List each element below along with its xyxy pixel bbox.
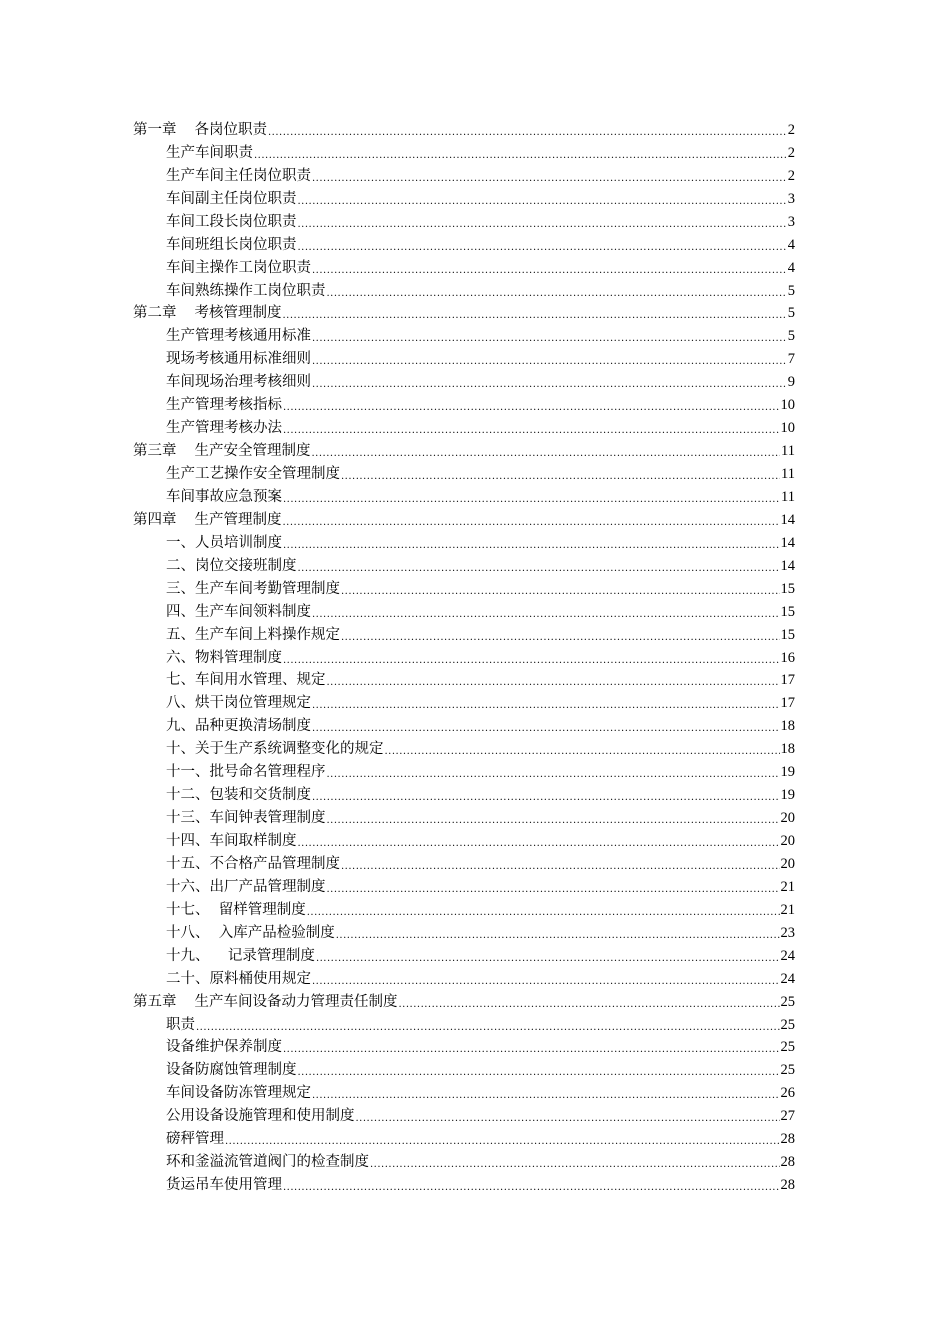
toc-section-entry[interactable] <box>133 280 795 303</box>
toc-section-entry[interactable] <box>133 922 795 945</box>
toc-section-entry[interactable] <box>133 624 795 647</box>
toc-page-number: 17 <box>780 695 795 712</box>
toc-page-number: 28 <box>780 1177 795 1194</box>
toc-entry-label: 磅秤管理 <box>166 1131 224 1148</box>
toc-entry-label: 车间班组长岗位职责 <box>166 236 297 253</box>
toc-dot-leader <box>356 1110 780 1128</box>
toc-page-number: 7 <box>787 351 795 368</box>
toc-dot-leader <box>312 170 787 188</box>
toc-entry-label: 五、生产车间上料操作规定 <box>166 626 340 643</box>
toc-section-entry[interactable] <box>133 876 795 899</box>
toc-dot-leader <box>312 606 780 624</box>
toc-section-entry[interactable] <box>133 1174 795 1197</box>
toc-entry-title <box>166 1151 369 1174</box>
toc-entry-label: 车间现场治理考核细则 <box>166 374 311 391</box>
toc-page-number: 15 <box>780 603 795 620</box>
toc-entry-label: 车间事故应急预案 <box>166 488 282 505</box>
toc-section-entry[interactable] <box>133 371 795 394</box>
toc-entry-title <box>166 601 311 624</box>
toc-entry-title <box>166 807 326 830</box>
toc-entry-title <box>166 394 282 417</box>
toc-section-entry[interactable] <box>133 325 795 348</box>
toc-section-entry[interactable] <box>133 945 795 968</box>
toc-entry-label: 生产工艺操作安全管理制度 <box>166 466 340 483</box>
toc-entry-title <box>166 486 282 509</box>
toc-entry-label: 车间主操作工岗位职责 <box>166 259 311 276</box>
toc-section-entry[interactable] <box>133 738 795 761</box>
toc-page-number: 14 <box>780 511 795 528</box>
toc-page-number: 2 <box>787 144 795 161</box>
toc-dot-leader <box>283 652 780 670</box>
toc-entry-title <box>133 440 311 463</box>
toc-page-number: 26 <box>780 1085 795 1102</box>
toc-page-number: 20 <box>780 855 795 872</box>
toc-entry-label: 十九、 记录管理制度 <box>166 947 315 964</box>
toc-section-entry[interactable] <box>133 692 795 715</box>
toc-entry-label: 生产车间主任岗位职责 <box>166 167 311 184</box>
toc-entry-title <box>166 853 340 876</box>
toc-section-entry[interactable] <box>133 899 795 922</box>
toc-section-entry[interactable] <box>133 1105 795 1128</box>
toc-section-entry[interactable] <box>133 417 795 440</box>
toc-page-number: 20 <box>780 833 795 850</box>
toc-entry-title <box>166 578 340 601</box>
toc-dot-leader <box>254 147 787 165</box>
toc-section-entry[interactable] <box>133 188 795 211</box>
toc-dot-leader <box>298 1064 780 1082</box>
toc-section-entry[interactable] <box>133 1059 795 1082</box>
toc-entry-label: 十六、出厂产品管理制度 <box>166 878 326 895</box>
toc-dot-leader <box>327 766 780 784</box>
toc-entry-label: 十八、 入库产品检验制度 <box>166 924 335 941</box>
toc-dot-leader <box>298 216 787 234</box>
toc-page-number: 24 <box>780 947 795 964</box>
toc-page-number: 19 <box>780 764 795 781</box>
toc-section-entry[interactable] <box>133 830 795 853</box>
toc-page-number: 3 <box>787 190 795 207</box>
toc-page-number: 21 <box>780 878 795 895</box>
toc-page-number: 2 <box>787 121 795 138</box>
toc-dot-leader <box>196 1019 780 1037</box>
toc-dot-leader <box>298 193 787 211</box>
toc-entry-title <box>166 211 297 234</box>
toc-section-entry[interactable] <box>133 807 795 830</box>
toc-page-number: 14 <box>780 534 795 551</box>
toc-entry-label: 环和釜溢流管道阀门的检查制度 <box>166 1154 369 1171</box>
toc-section-entry[interactable] <box>133 1037 795 1060</box>
toc-entry-title <box>166 968 311 991</box>
toc-entry-label: 三、生产车间考勤管理制度 <box>166 580 340 597</box>
toc-dot-leader <box>268 124 787 142</box>
toc-dot-leader <box>316 950 780 968</box>
toc-entry-title <box>166 371 311 394</box>
toc-entry-label: 六、物料管理制度 <box>166 649 282 666</box>
toc-dot-leader <box>312 789 780 807</box>
toc-dot-leader <box>399 996 780 1014</box>
toc-chapter-entry[interactable] <box>133 303 795 326</box>
toc-entry-label: 货运吊车使用管理 <box>166 1177 282 1194</box>
toc-dot-leader <box>341 468 780 486</box>
toc-page-number: 4 <box>787 259 795 276</box>
toc-page-number: 17 <box>780 672 795 689</box>
toc-page-number: 28 <box>780 1131 795 1148</box>
toc-page-number: 25 <box>780 1016 795 1033</box>
toc-page-number: 21 <box>780 901 795 918</box>
toc-dot-leader <box>312 697 780 715</box>
toc-entry-label: 车间副主任岗位职责 <box>166 190 297 207</box>
toc-dot-leader <box>327 674 780 692</box>
toc-page-number: 11 <box>781 466 795 483</box>
toc-section-entry[interactable] <box>133 1082 795 1105</box>
toc-entry-title <box>166 1036 282 1059</box>
toc-entry-title <box>166 417 282 440</box>
toc-page-number: 14 <box>780 557 795 574</box>
toc-section-entry[interactable] <box>133 784 795 807</box>
toc-entry-label: 车间设备防冻管理规定 <box>166 1085 311 1102</box>
toc-entry-label: 十五、不合格产品管理制度 <box>166 855 340 872</box>
toc-entry-title <box>133 302 282 325</box>
toc-entry-title <box>166 715 311 738</box>
toc-section-entry[interactable] <box>133 486 795 509</box>
toc-page-number: 27 <box>780 1108 795 1125</box>
toc-dot-leader <box>283 537 780 555</box>
toc-section-entry[interactable] <box>133 1128 795 1151</box>
toc-dot-leader <box>283 491 780 509</box>
toc-page-number: 3 <box>787 213 795 230</box>
toc-entry-label: 四、生产车间领料制度 <box>166 603 311 620</box>
toc-entry-title <box>166 647 282 670</box>
toc-entry-title <box>133 509 282 532</box>
toc-section-entry[interactable] <box>133 1014 795 1037</box>
toc-entry-label: 生产管理考核通用标准 <box>166 328 311 345</box>
toc-page-number: 24 <box>780 970 795 987</box>
toc-page-number: 15 <box>780 580 795 597</box>
toc-section-entry[interactable] <box>133 257 795 280</box>
toc-entry-title <box>166 325 311 348</box>
toc-entry-title <box>166 280 326 303</box>
toc-dot-leader <box>385 743 780 761</box>
toc-entry-title <box>166 830 297 853</box>
toc-section-entry[interactable] <box>133 532 795 555</box>
toc-entry-label: 十、关于生产系统调整变化的规定 <box>166 741 384 758</box>
toc-dot-leader <box>341 858 780 876</box>
toc-page-number: 16 <box>780 649 795 666</box>
toc-entry-title <box>166 945 315 968</box>
toc-entry-label: 生产管理制度 <box>194 511 282 528</box>
toc-entry-title <box>166 738 384 761</box>
toc-chapter-entry[interactable] <box>133 991 795 1014</box>
toc-chapter-number: 第四章 <box>133 511 177 528</box>
toc-chapter-number: 第二章 <box>133 305 177 322</box>
toc-dot-leader <box>327 812 780 830</box>
toc-page-number: 5 <box>787 328 795 345</box>
toc-entry-title <box>166 348 311 371</box>
toc-page-number: 25 <box>780 1039 795 1056</box>
toc-chapter-entry[interactable] <box>133 119 795 142</box>
toc-entry-label: 二十、原料桶使用规定 <box>166 970 311 987</box>
toc-section-entry[interactable] <box>133 853 795 876</box>
toc-page-number: 11 <box>781 488 795 505</box>
toc-entry-label: 职责 <box>166 1016 195 1033</box>
toc-entry-title <box>166 188 297 211</box>
toc-dot-leader <box>312 353 787 371</box>
toc-dot-leader <box>298 835 780 853</box>
toc-entry-label: 一、人员培训制度 <box>166 534 282 551</box>
toc-entry-title <box>166 142 253 165</box>
toc-page-number: 18 <box>780 718 795 735</box>
toc-section-entry[interactable] <box>133 761 795 784</box>
toc-section-entry[interactable] <box>133 211 795 234</box>
toc-dot-leader <box>283 307 787 325</box>
toc-chapter-entry[interactable] <box>133 509 795 532</box>
toc-dot-leader <box>370 1156 780 1174</box>
toc-entry-title <box>166 165 311 188</box>
toc-dot-leader <box>312 376 787 394</box>
toc-entry-label: 十七、 留样管理制度 <box>166 901 306 918</box>
toc-page-number: 25 <box>780 1062 795 1079</box>
toc-entry-title <box>166 624 340 647</box>
toc-entry-label: 生产管理考核办法 <box>166 420 282 437</box>
toc-page-number: 15 <box>780 626 795 643</box>
toc-entry-label: 车间熟练操作工岗位职责 <box>166 282 326 299</box>
toc-entry-title <box>166 1082 311 1105</box>
toc-dot-leader <box>283 1179 780 1197</box>
toc-section-entry[interactable] <box>133 601 795 624</box>
toc-page-number: 20 <box>780 810 795 827</box>
toc-page-number: 10 <box>780 397 795 414</box>
toc-entry-label: 考核管理制度 <box>194 305 282 322</box>
toc-dot-leader <box>312 445 781 463</box>
toc-dot-leader <box>298 239 787 257</box>
toc-dot-leader <box>312 720 780 738</box>
toc-page-number: 4 <box>787 236 795 253</box>
toc-section-entry[interactable] <box>133 968 795 991</box>
toc-entry-title <box>166 555 297 578</box>
toc-section-entry[interactable] <box>133 578 795 601</box>
toc-section-entry[interactable] <box>133 555 795 578</box>
toc-entry-title <box>166 1174 282 1197</box>
toc-chapter-entry[interactable] <box>133 440 795 463</box>
toc-dot-leader <box>307 904 780 922</box>
toc-entry-label: 生产车间职责 <box>166 144 253 161</box>
toc-entry-label: 九、品种更换清场制度 <box>166 718 311 735</box>
toc-entry-title <box>166 234 297 257</box>
toc-chapter-number: 第一章 <box>133 121 177 138</box>
toc-dot-leader <box>312 330 787 348</box>
toc-page-number: 18 <box>780 741 795 758</box>
toc-entry-title <box>166 1105 355 1128</box>
toc-page-number: 19 <box>780 787 795 804</box>
toc-entry-title <box>166 876 326 899</box>
toc-section-entry[interactable] <box>133 670 795 693</box>
toc-dot-leader <box>336 927 780 945</box>
toc-page-number: 25 <box>780 993 795 1010</box>
toc-entry-title <box>166 899 306 922</box>
toc-entry-title <box>166 532 282 555</box>
toc-chapter-number: 第五章 <box>133 993 177 1010</box>
toc-page-number: 5 <box>787 282 795 299</box>
toc-entry-label: 十二、包装和交货制度 <box>166 787 311 804</box>
toc-section-entry[interactable] <box>133 463 795 486</box>
toc-entry-label: 十四、车间取样制度 <box>166 833 297 850</box>
toc-entry-title <box>133 991 398 1014</box>
toc-section-entry[interactable] <box>133 394 795 417</box>
toc-dot-leader <box>283 399 780 417</box>
toc-dot-leader <box>312 973 780 991</box>
toc-entry-title <box>166 1014 195 1037</box>
toc-chapter-number: 第三章 <box>133 443 177 460</box>
toc-entry-label: 十一、批号命名管理程序 <box>166 764 326 781</box>
toc-entry-label: 现场考核通用标准细则 <box>166 351 311 368</box>
toc-section-entry[interactable] <box>133 165 795 188</box>
toc-dot-leader <box>312 1087 780 1105</box>
toc-entry-title <box>166 463 340 486</box>
toc-page-number: 10 <box>780 420 795 437</box>
toc-entry-label: 公用设备设施管理和使用制度 <box>166 1108 355 1125</box>
toc-dot-leader <box>341 583 780 601</box>
toc-entry-label: 生产车间设备动力管理责任制度 <box>194 993 398 1010</box>
toc-dot-leader <box>225 1133 780 1151</box>
toc-dot-leader <box>283 422 780 440</box>
toc-section-entry[interactable] <box>133 1151 795 1174</box>
toc-entry-title <box>166 922 335 945</box>
table-of-contents <box>133 119 795 1197</box>
toc-entry-label: 二、岗位交接班制度 <box>166 557 297 574</box>
toc-section-entry[interactable] <box>133 234 795 257</box>
toc-entry-label: 设备维护保养制度 <box>166 1039 282 1056</box>
toc-section-entry[interactable] <box>133 348 795 371</box>
toc-section-entry[interactable] <box>133 142 795 165</box>
toc-entry-label: 设备防腐蚀管理制度 <box>166 1062 297 1079</box>
toc-page-number: 11 <box>781 443 795 460</box>
toc-page-number: 5 <box>787 305 795 322</box>
toc-entry-title <box>166 1059 297 1082</box>
toc-page-number: 23 <box>780 924 795 941</box>
toc-entry-title <box>166 1128 224 1151</box>
toc-dot-leader <box>283 1041 780 1059</box>
toc-entry-label: 生产管理考核指标 <box>166 397 282 414</box>
toc-dot-leader <box>312 262 787 280</box>
toc-entry-label: 车间工段长岗位职责 <box>166 213 297 230</box>
toc-dot-leader <box>327 285 787 303</box>
toc-entry-label: 各岗位职责 <box>194 121 267 138</box>
toc-dot-leader <box>283 514 780 532</box>
toc-entry-title <box>166 761 326 784</box>
toc-dot-leader <box>327 881 780 899</box>
toc-entry-title <box>166 692 311 715</box>
toc-dot-leader <box>341 629 780 647</box>
toc-entry-title <box>166 257 311 280</box>
toc-entry-label: 生产安全管理制度 <box>194 443 311 460</box>
toc-page-number: 28 <box>780 1154 795 1171</box>
toc-entry-label: 七、车间用水管理、规定 <box>166 672 326 689</box>
toc-section-entry[interactable] <box>133 647 795 670</box>
toc-page-number: 9 <box>787 374 795 391</box>
toc-entry-title <box>166 784 311 807</box>
toc-entry-title <box>133 119 267 142</box>
toc-page-number: 2 <box>787 167 795 184</box>
toc-entry-label: 八、烘干岗位管理规定 <box>166 695 311 712</box>
toc-entry-title <box>166 669 326 692</box>
toc-section-entry[interactable] <box>133 715 795 738</box>
toc-entry-label: 十三、车间钟表管理制度 <box>166 810 326 827</box>
toc-dot-leader <box>298 560 780 578</box>
